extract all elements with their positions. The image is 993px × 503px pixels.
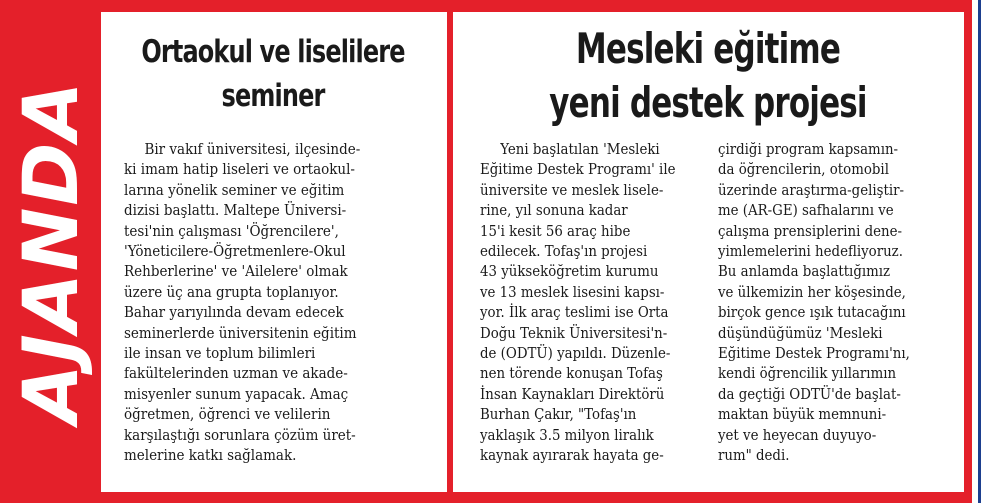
- body-line: da öğrencilerin, otomobil: [718, 162, 889, 179]
- article-left-title-line1: Ortaokul ve liselilere: [141, 34, 405, 70]
- body-line: Yeni başlatılan 'Mesleki: [500, 142, 660, 158]
- body-line: misyenler sunum yapacak. Amaç: [124, 386, 349, 403]
- body-line: çalışma prensiplerini dene-: [718, 223, 903, 240]
- body-line: birçok gence ışık tutacağını: [718, 305, 906, 322]
- body-line: fakültelerinden uzman ve akade-: [124, 366, 348, 383]
- body-line: Bahar yarıyılında devam edecek: [124, 305, 344, 322]
- body-line: maktan büyük memnuni-: [718, 407, 887, 424]
- body-line: 'Yöneticilere-Öğretmenlere-Okul: [124, 244, 346, 261]
- section-label: [3, 0, 98, 503]
- body-line: rine, yıl sonuna kadar: [480, 203, 628, 220]
- body-line: rum" dedi.: [718, 448, 790, 465]
- article-left-body: [124, 140, 442, 467]
- body-line: larına yönelik seminer ve eğitim: [124, 182, 345, 199]
- body-line: edilecek. Tofaş'ın projesi: [480, 244, 648, 261]
- article-left-title: [129, 30, 416, 118]
- body-line: üzere üç ana grupta toplanıyor.: [124, 284, 339, 301]
- body-line: üzerinde araştırma-geliştir-: [718, 182, 904, 199]
- body-line: seminerlerde üniversitenin eğitim: [124, 325, 357, 342]
- body-line: Burhan Çakır, "Tofaş'ın: [480, 407, 637, 424]
- body-line: çirdiği program kapsamın-: [718, 142, 899, 158]
- page-edge-strip: [978, 0, 993, 503]
- body-line: yet ve heyecan duyuyo-: [718, 427, 877, 444]
- body-line: dizisi başlattı. Maltepe Üniversi-: [124, 203, 347, 220]
- body-line: İnsan Kaynakları Direktörü: [480, 386, 665, 403]
- body-line: Eğitime Destek Programı' ile: [480, 162, 676, 179]
- column-divider: [447, 12, 453, 492]
- body-line: Bu anlamda başlattığımız: [718, 264, 891, 281]
- body-line: Bir vakıf üniversitesi, ilçesinde-: [144, 142, 361, 158]
- body-line: de (ODTÜ) yapıldı. Düzenle-: [480, 346, 671, 363]
- body-line: melerine katkı sağlamak.: [124, 448, 297, 465]
- article-right-body-col1: [480, 140, 708, 467]
- body-line: düşündüğümüz 'Mesleki: [718, 325, 883, 342]
- body-line: da geçtiği ODTÜ'de başlat-: [718, 386, 901, 403]
- body-line: Eğitime Destek Programı'nı,: [718, 346, 910, 363]
- body-line: Rehberlerine' ve 'Ailelere' olmak: [124, 264, 348, 281]
- body-line: nen törende konuşan Tofaş: [480, 366, 663, 383]
- body-line: karşılaştığı sorunlara çözüm üret-: [124, 427, 356, 444]
- body-line: yimlemelerini hedefliyoruz.: [718, 244, 903, 261]
- body-line: Doğu Teknik Üniversitesi'n-: [480, 325, 668, 342]
- body-line: 43 yükseköğretim kurumu: [480, 264, 659, 281]
- body-line: me (AR-GE) safhalarını ve: [718, 203, 894, 220]
- body-line: üniversite ve meslek lisele-: [480, 182, 664, 199]
- article-right-body-col2: [718, 140, 954, 467]
- body-line: ve 13 meslek lisesini kapsı-: [480, 284, 665, 301]
- body-line: ve ülkemizin her köşesinde,: [718, 284, 906, 301]
- body-line: öğretmen, öğrenci ve velilerin: [124, 407, 331, 424]
- body-line: yaklaşık 3.5 milyon liralık: [480, 427, 654, 444]
- body-line: kendi öğrencilik yıllarımın: [718, 366, 897, 383]
- body-line: kaynak ayırarak hayata ge-: [480, 448, 664, 465]
- body-line: ki imam hatip liseleri ve ortaokul-: [124, 162, 355, 179]
- article-right-title-line2: yeni destek projesi: [549, 78, 867, 127]
- body-line: yor. İlk araç teslimi ise Orta: [480, 305, 669, 322]
- body-line: tesi'nin çalışması 'Öğrencilere',: [124, 223, 339, 240]
- article-right-title-line1: Mesleki eğitime: [575, 24, 841, 73]
- article-right-title: [503, 22, 913, 130]
- article-left-title-line2: seminer: [221, 78, 325, 114]
- section-label-text: AJANDA: [6, 79, 95, 424]
- body-line: 15'i kesit 56 araç hibe: [480, 223, 631, 240]
- body-line: ile insan ve toplum bilimleri: [124, 346, 316, 363]
